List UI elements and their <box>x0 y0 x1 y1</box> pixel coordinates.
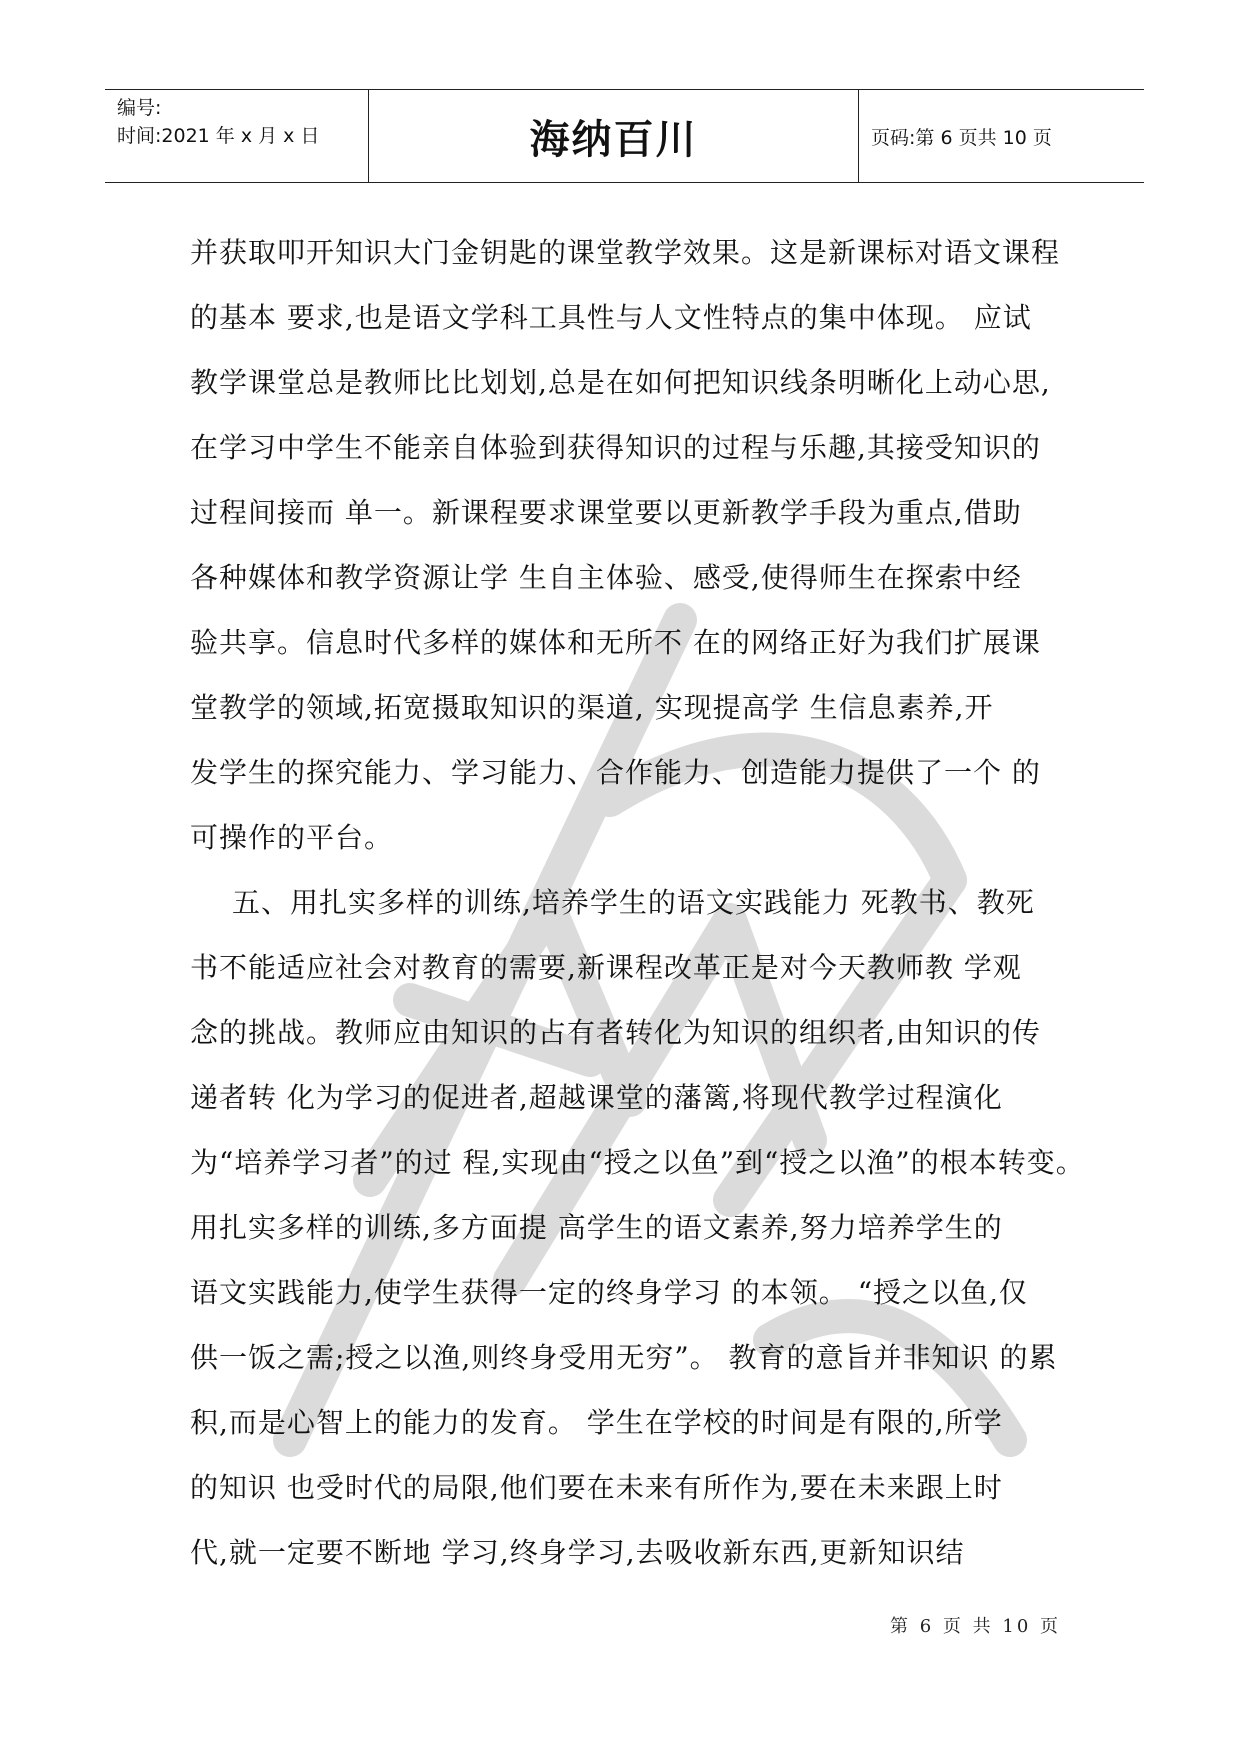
header-title: 海纳百川 <box>369 90 859 182</box>
document-number-label: 编号: <box>117 97 162 119</box>
body-line: 在学习中学生不能亲自体验到获得知识的过程与乐趣,其接受知识的 <box>190 431 1041 464</box>
section-heading-line: 五、用扎实多样的训练,培养学生的语文实践能力 死教书、教死 <box>232 886 1035 919</box>
body-line: 积,而是心智上的能力的发育。 学生在学校的时间是有限的,所学 <box>190 1406 1003 1439</box>
body-line: 用扎实多样的训练,多方面提 高学生的语文素养,努力培养学生的 <box>190 1211 1003 1244</box>
body-line: 的基本 要求,也是语文学科工具性与人文性特点的集中体现。 应试 <box>190 301 1032 334</box>
body-line: 为“培养学习者”的过 程,实现由“授之以鱼”到“授之以渔”的根本转变。 <box>190 1146 1085 1179</box>
document-time-label: 时间:2021 年 x 月 x 日 <box>117 125 320 147</box>
body-line: 递者转 化为学习的促进者,超越课堂的藩篱,将现代教学过程演化 <box>190 1081 1003 1114</box>
document-header <box>105 89 1144 183</box>
body-line: 供一饭之需;授之以渔,则终身受用无穷”。 教育的意旨并非知识 的累 <box>190 1341 1058 1374</box>
body-line: 的知识 也受时代的局限,他们要在未来有所作为,要在未来跟上时 <box>190 1471 1003 1504</box>
body-line: 堂教学的领域,拓宽摄取知识的渠道, 实现提高学 生信息素养,开 <box>190 691 994 724</box>
body-line: 发学生的探究能力、学习能力、合作能力、创造能力提供了一个 的 <box>190 756 1041 789</box>
body-line: 可操作的平台。 <box>190 821 394 854</box>
body-line: 验共享。信息时代多样的媒体和无所不 在的网络正好为我们扩展课 <box>190 626 1041 659</box>
body-line: 教学课堂总是教师比比划划,总是在如何把知识线条明晰化上动心思, <box>190 366 1051 399</box>
body-line: 过程间接而 单一。新课程要求课堂要以更新教学手段为重点,借助 <box>190 496 1022 529</box>
header-info-cell <box>105 90 369 182</box>
body-text <box>190 220 1085 1585</box>
body-line: 书不能适应社会对教育的需要,新课程改革正是对今天教师教 学观 <box>190 951 1022 984</box>
body-line: 各种媒体和教学资源让学 生自主体验、感受,使得师生在探索中经 <box>190 561 1022 594</box>
body-line: 并获取叩开知识大门金钥匙的课堂教学效果。这是新课标对语文课程 <box>190 236 1061 269</box>
page-footer: 第 6 页 共 10 页 <box>890 1616 1061 1637</box>
body-line: 代,就一定要不断地 学习,终身学习,去吸收新东西,更新知识结 <box>190 1536 965 1569</box>
body-line: 念的挑战。教师应由知识的占有者转化为知识的组织者,由知识的传 <box>190 1016 1041 1049</box>
body-line: 语文实践能力,使学生获得一定的终身学习 的本领。 “授之以鱼,仅 <box>190 1276 1028 1309</box>
header-page-label: 页码:第 6 页共 10 页 <box>871 126 1052 149</box>
